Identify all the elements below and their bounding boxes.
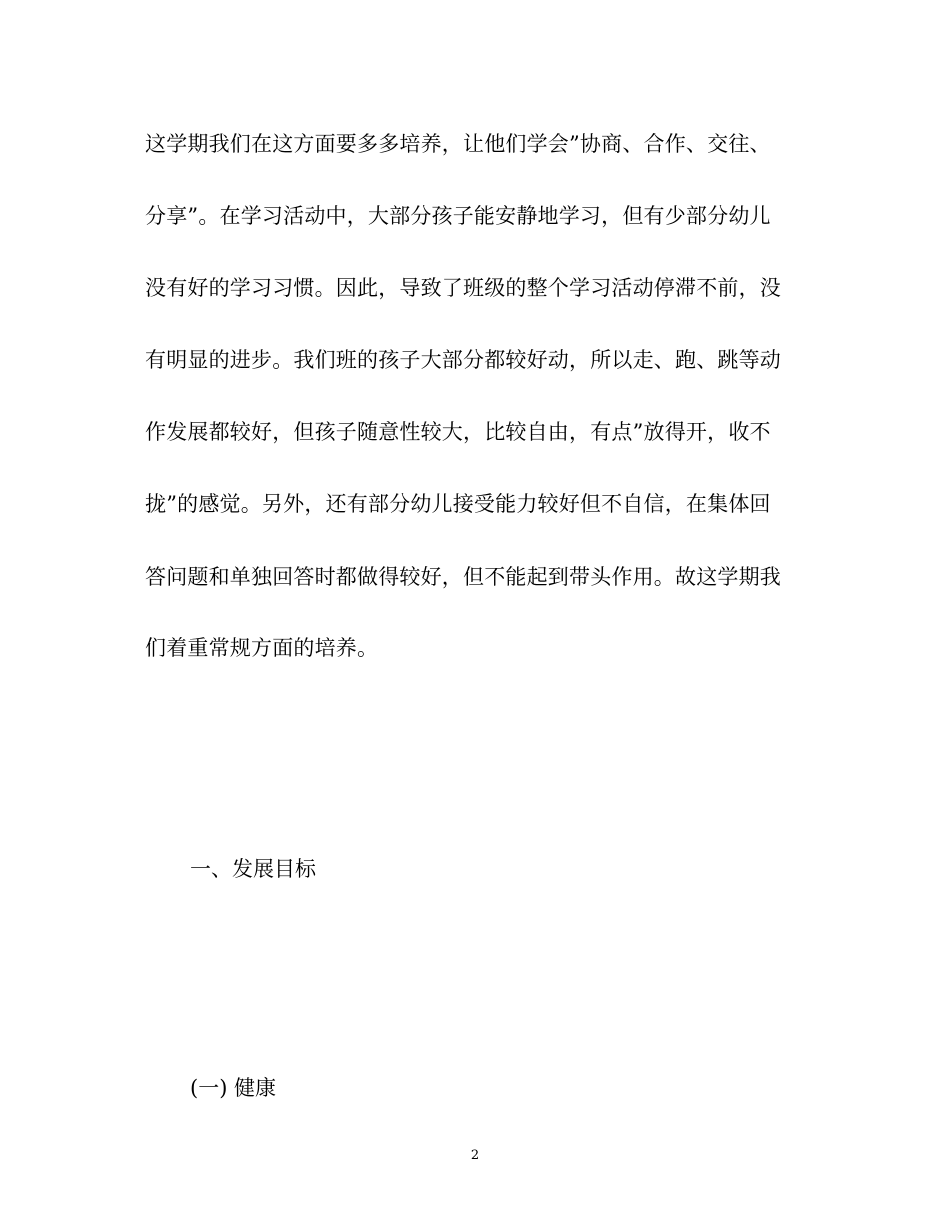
paragraph-line: 这学期我们在这方面要多多培养，让他们学会”协商、合作、交往、: [145, 132, 771, 156]
paragraph-line: 们着重常规方面的培养。: [145, 636, 379, 660]
paragraph-line: 拢”的感觉。另外，还有部分幼儿接受能力较好但不自信，在集体回: [145, 492, 771, 516]
paragraph-line: 作发展都较好，但孩子随意性较大，比较自由，有点”放得开，收不: [145, 420, 771, 444]
paragraph-line: 没有好的学习习惯。因此，导致了班级的整个学习活动停滞不前，没: [145, 276, 781, 300]
paragraph-line: 分享”。在学习活动中，大部分孩子能安静地学习，但有少部分幼儿: [145, 204, 771, 228]
subsection-heading: (一) 健康: [190, 1076, 277, 1100]
paragraph-line: 有明显的进步。我们班的孩子大部分都较好动，所以走、跑、跳等动: [145, 348, 781, 372]
section-heading: 一、发展目标: [190, 857, 316, 881]
page-number: 2: [470, 1148, 480, 1163]
paragraph-line: 答问题和单独回答时都做得较好，但不能起到带头作用。故这学期我: [145, 565, 781, 589]
